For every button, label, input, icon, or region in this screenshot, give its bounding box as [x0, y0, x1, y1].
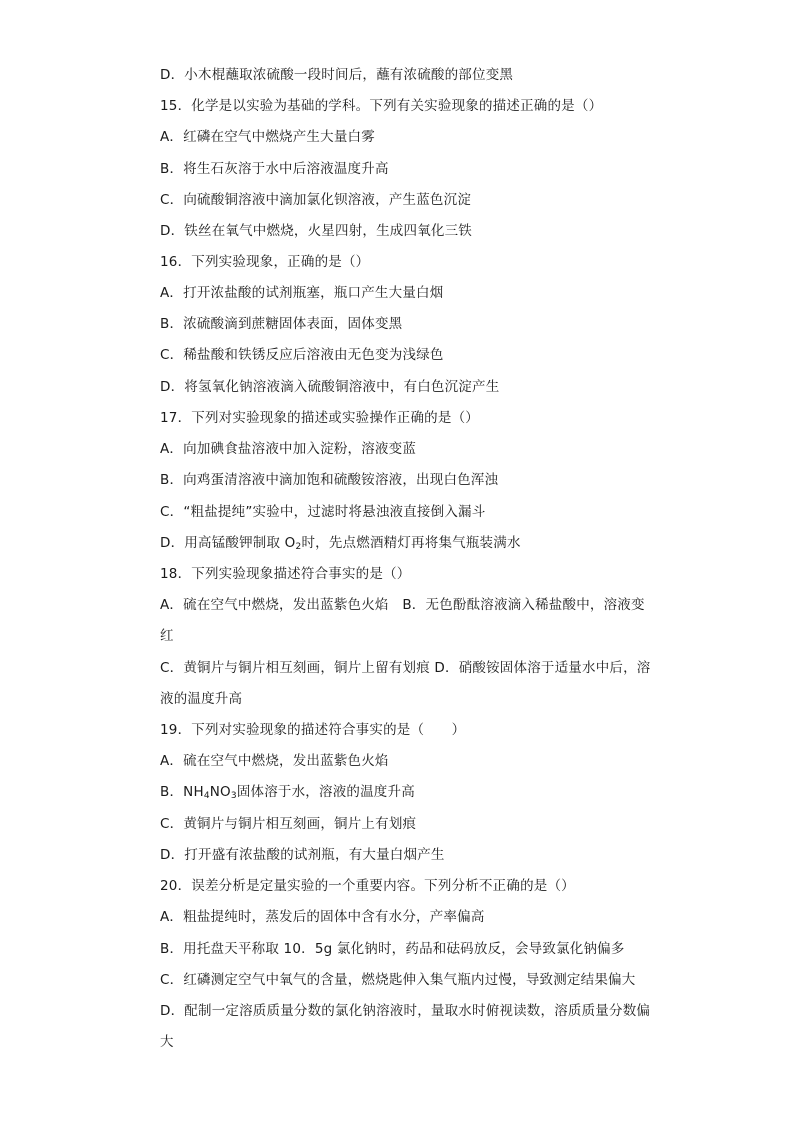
option-18-cd: C．黄铜片与铜片相互刻画，铜片上留有划痕 D．硝酸铵固体溶于适量水中后，溶 — [160, 660, 651, 676]
option-18-ab: A．硫在空气中燃烧，发出蓝紫色火焰 B．无色酚酞溶液滴入稀盐酸中，溶液变 — [160, 597, 645, 613]
option-17-d-text-post: 时，先点燃酒精灯再将集气瓶装满水 — [301, 535, 521, 551]
subscript: 2 — [295, 542, 302, 552]
option-17-c: C．“粗盐提纯”实验中，过滤时将悬浊液直接倒入漏斗 — [160, 504, 486, 520]
option-14-d: D．小木棍蘸取浓硫酸一段时间后，蘸有浓硫酸的部位变黑 — [160, 67, 514, 83]
option-20-d: D．配制一定溶质质量分数的氯化钠溶液时，量取水时俯视读数，溶质质量分数偏 — [160, 1003, 651, 1019]
option-16-b: B．浓硫酸滴到蔗糖固体表面，固体变黑 — [160, 316, 403, 332]
option-20-d-continued: 大 — [160, 1034, 174, 1050]
option-16-d: D．将氢氧化钠溶液滴入硫酸铜溶液中，有白色沉淀产生 — [160, 379, 500, 395]
question-17: 17．下列对实验现象的描述或实验操作正确的是（） — [160, 410, 479, 426]
subscript: 4 — [203, 791, 210, 801]
option-20-b: B．用托盘天平称取 10．5g 氯化钠时，药品和砝码放反，会导致氯化钠偏多 — [160, 941, 625, 957]
option-18-ab-continued: 红 — [160, 628, 174, 644]
option-17-d-text-pre: D．用高锰酸钾制取 O — [160, 535, 296, 551]
subscript: 3 — [230, 791, 237, 801]
option-16-c: C．稀盐酸和铁锈反应后溶液由无色变为浅绿色 — [160, 347, 444, 363]
question-19: 19．下列对实验现象的描述符合事实的是（ ） — [160, 722, 466, 738]
option-18-cd-continued: 液的温度升高 — [160, 691, 243, 707]
option-19-a: A．硫在空气中燃烧，发出蓝紫色火焰 — [160, 753, 389, 769]
option-20-a: A．粗盐提纯时，蒸发后的固体中含有水分，产率偏高 — [160, 909, 485, 925]
question-18: 18．下列实验现象描述符合事实的是（） — [160, 566, 411, 582]
option-15-d: D．铁丝在氧气中燃烧，火星四射，生成四氧化三铁 — [160, 223, 472, 239]
question-20: 20．误差分析是定量实验的一个重要内容。下列分析不正确的是（） — [160, 878, 575, 894]
option-19-b — [160, 783, 415, 801]
option-15-c: C．向硫酸铜溶液中滴加氯化钡溶液，产生蓝色沉淀 — [160, 192, 472, 208]
option-17-a: A．向加碘食盐溶液中加入淀粉，溶液变蓝 — [160, 441, 417, 457]
option-19-b-text-pre: B．NH — [160, 784, 204, 800]
option-16-a: A．打开浓盐酸的试剂瓶塞，瓶口产生大量白烟 — [160, 285, 444, 301]
option-19-b-text-post: 固体溶于水，溶液的温度升高 — [236, 784, 415, 800]
question-15: 15．化学是以实验为基础的学科。下列有关实验现象的描述正确的是（） — [160, 98, 603, 114]
option-19-c: C．黄铜片与铜片相互刻画，铜片上有划痕 — [160, 816, 417, 832]
option-15-a: A．红磷在空气中燃烧产生大量白雾 — [160, 129, 375, 145]
option-15-b: B．将生石灰溶于水中后溶液温度升高 — [160, 161, 389, 177]
option-17-b: B．向鸡蛋清溶液中滴加饱和硫酸铵溶液，出现白色浑浊 — [160, 472, 499, 488]
option-17-d — [160, 534, 521, 552]
question-16: 16．下列实验现象，正确的是（） — [160, 254, 370, 270]
option-19-b-text-mid: NO — [209, 784, 231, 800]
option-20-c: C．红磷测定空气中氧气的含量，燃烧匙伸入集气瓶内过慢，导致测定结果偏大 — [160, 972, 636, 988]
option-19-d: D．打开盛有浓盐酸的试剂瓶，有大量白烟产生 — [160, 847, 445, 863]
